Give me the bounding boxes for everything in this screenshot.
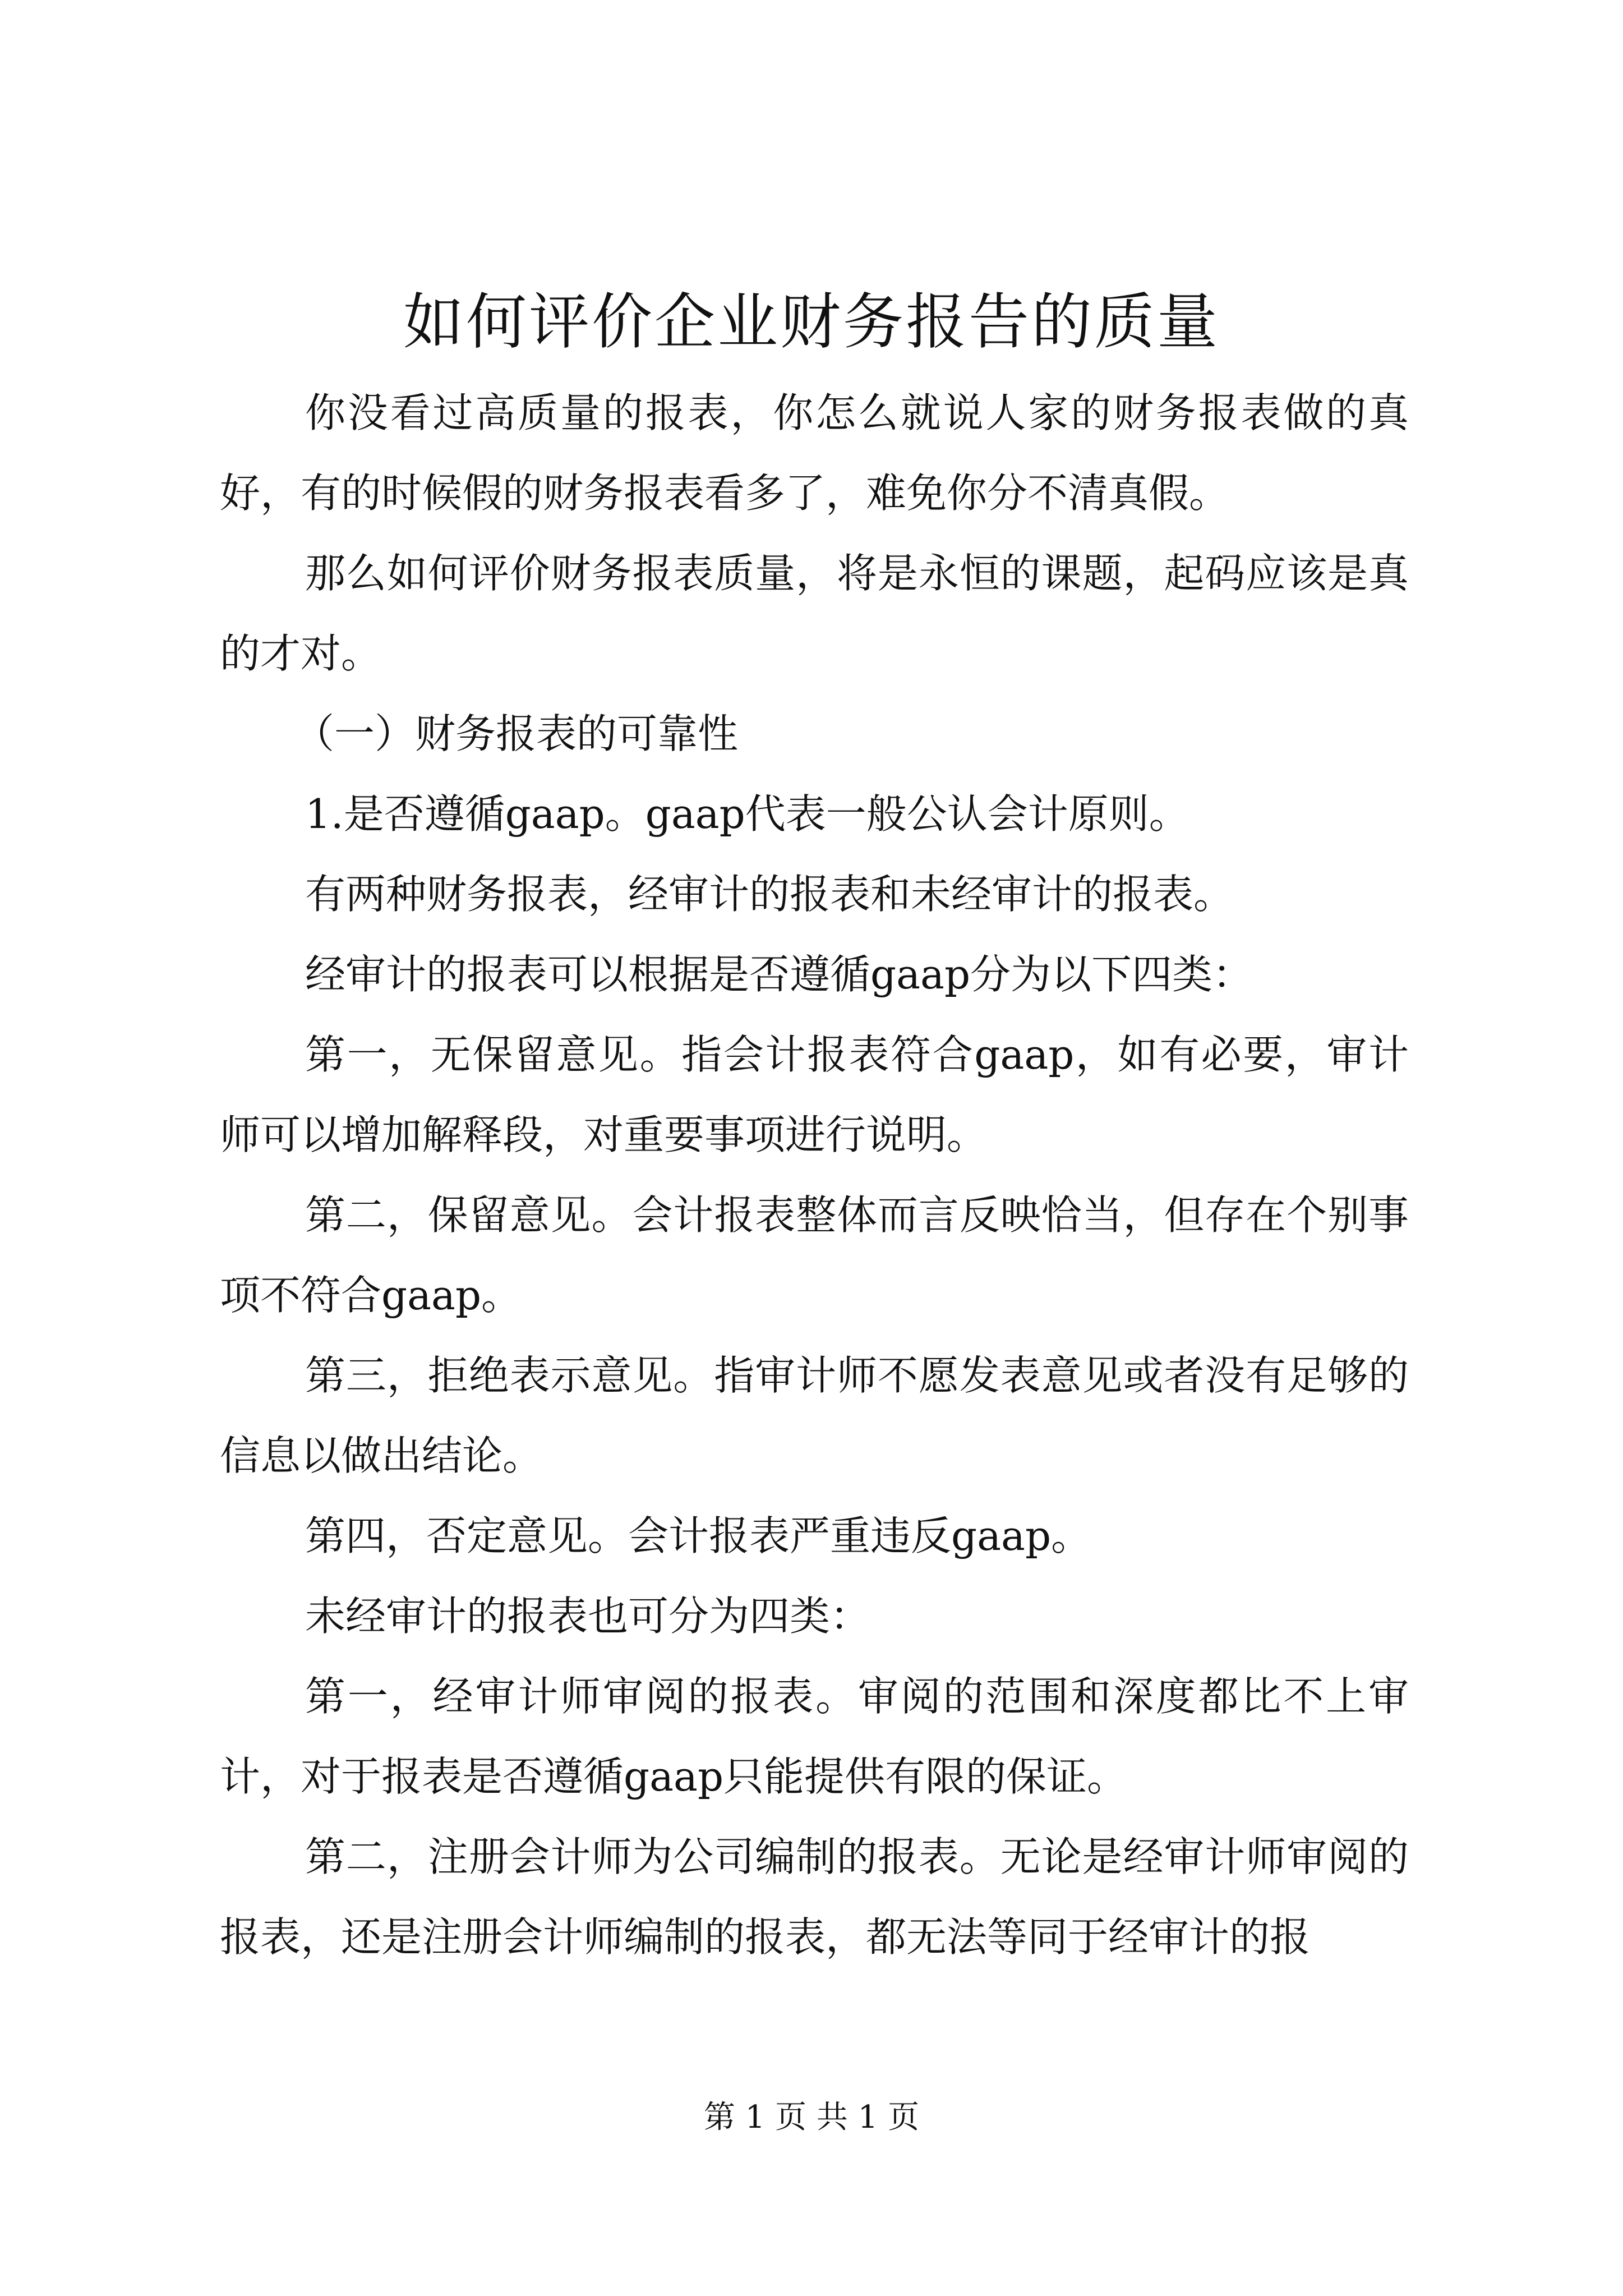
paragraph: 有两种财务报表，经审计的报表和未经审计的报表。 [305, 871, 1234, 918]
paragraph: 那么如何评价财务报表质量，将是永恒的课题，起码应该是真的才对。 [220, 550, 1409, 677]
paragraph: 第一，无保留意见。指会计报表符合gaap，如有必要，审计师可以增加解释段，对重要事项进行说明。 [220, 1031, 1409, 1158]
page-footer: 第 1 页 共 1 页 [703, 2099, 920, 2136]
section-heading: （一）财务报表的可靠性 [294, 710, 739, 757]
paragraph: 第一，经审计师审阅的报表。审阅的范围和深度都比不上审计，对于报表是否遵循gaap只能提供有限的保证。 [220, 1673, 1409, 1800]
paragraph: 第二，注册会计师为公司编制的报表。无论是经审计师审阅的报表，还是注册会计师编制的报表，都无法等同于经审计的报 [220, 1833, 1409, 1961]
paragraph: 1.是否遵循gaap。gaap代表一般公认会计原则。 [305, 790, 1189, 838]
paragraph: 第三，拒绝表示意见。指审计师不愿发表意见或者没有足够的信息以做出结论。 [220, 1352, 1409, 1479]
paragraph: 经审计的报表可以根据是否遵循gaap分为以下四类： [305, 951, 1253, 998]
document-title: 如何评价企业财务报告的质量 [403, 287, 1220, 357]
paragraph: 未经审计的报表也可分为四类： [305, 1593, 871, 1640]
paragraph: 你没看过高质量的报表，你怎么就说人家的财务报表做的真好，有的时候假的财务报表看多了，难免你分不清真假。 [220, 389, 1409, 517]
paragraph: 第四，否定意见。会计报表严重违反gaap。 [305, 1512, 1092, 1559]
paragraph: 第二，保留意见。会计报表整体而言反映恰当，但存在个别事项不符合gaap。 [220, 1191, 1409, 1319]
document-body [220, 373, 1409, 1977]
